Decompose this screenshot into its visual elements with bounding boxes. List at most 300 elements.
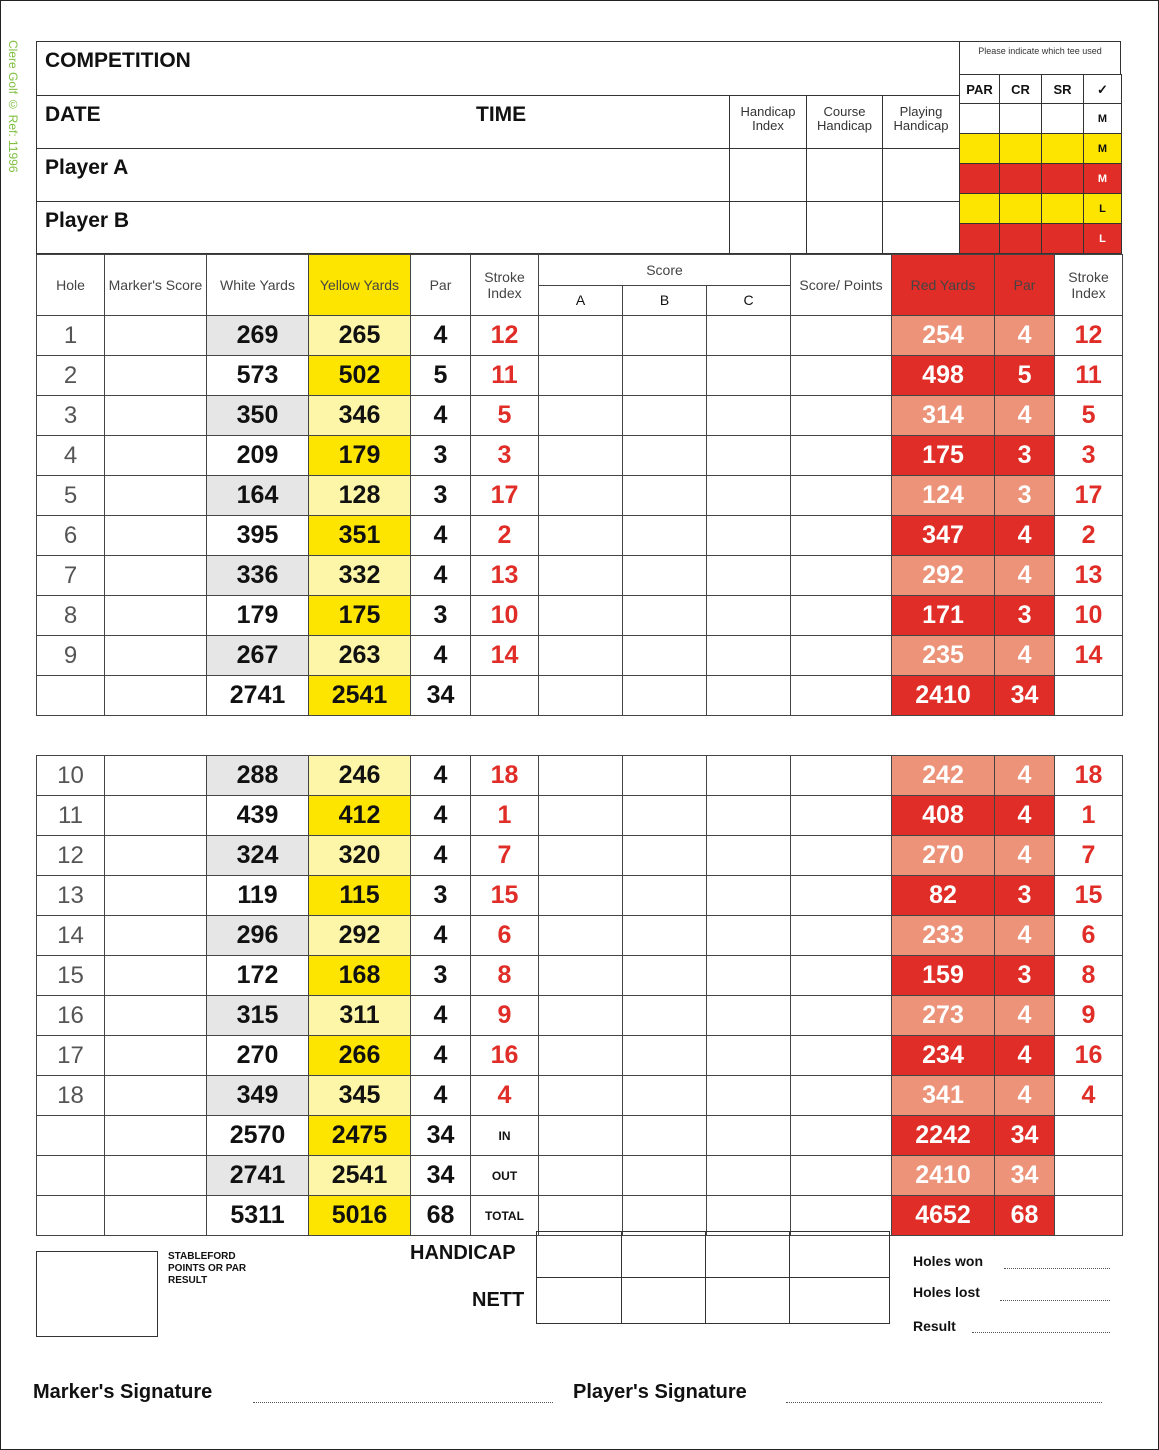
player-b-playing-handicap[interactable]	[882, 201, 960, 254]
player-b-course-handicap[interactable]	[806, 201, 883, 254]
total-row	[37, 1116, 1123, 1156]
holes-lost-field[interactable]	[1000, 1288, 1110, 1301]
score-a[interactable]	[539, 1036, 623, 1076]
score-points[interactable]	[791, 636, 892, 676]
col-yellow-header: Yellow Yards	[309, 255, 411, 316]
tee-checkbox[interactable]	[999, 163, 1042, 194]
red-yards: 175	[892, 436, 995, 476]
score-points[interactable]	[791, 756, 892, 796]
red-par: 4	[995, 636, 1055, 676]
scorecard-header	[36, 41, 1121, 254]
yellow-yards: 311	[309, 996, 411, 1036]
white-yards: 439	[207, 796, 309, 836]
white-yards: 172	[207, 956, 309, 996]
red-yards: 235	[892, 636, 995, 676]
player-b-label: Player B	[45, 209, 130, 232]
score-a[interactable]	[539, 996, 623, 1036]
yellow-yards: 263	[309, 636, 411, 676]
red-total: 4652	[892, 1196, 995, 1236]
marker-score[interactable]	[105, 756, 207, 796]
yellow-total: 2475	[309, 1116, 411, 1156]
nett-label: NETT	[472, 1289, 525, 1311]
red-par: 4	[995, 316, 1055, 356]
holes-won-label: Holes won	[913, 1253, 984, 1269]
hole-row	[37, 316, 1123, 356]
yellow-yards: 345	[309, 1076, 411, 1116]
marker-signature-field[interactable]	[253, 1390, 553, 1403]
red-par: 4	[995, 1076, 1055, 1116]
score-b[interactable]	[623, 1156, 707, 1196]
par: 3	[411, 956, 471, 996]
hole-number: 3	[37, 396, 105, 436]
total-row	[37, 1196, 1123, 1236]
score-c[interactable]	[707, 396, 791, 436]
red-yards: 408	[892, 796, 995, 836]
score-c[interactable]	[707, 836, 791, 876]
par: 4	[411, 1036, 471, 1076]
score-c[interactable]	[707, 956, 791, 996]
score-points[interactable]	[791, 1036, 892, 1076]
score-a[interactable]	[539, 1156, 623, 1196]
marker-score[interactable]	[105, 396, 207, 436]
score-a[interactable]	[539, 316, 623, 356]
total-label: IN	[471, 1116, 539, 1156]
date-time-field[interactable]	[36, 95, 730, 149]
red-stroke-index: 16	[1055, 1036, 1123, 1076]
col-score-b-header: B	[623, 285, 707, 316]
score-points[interactable]	[791, 356, 892, 396]
score-points[interactable]	[791, 1196, 892, 1236]
score-points[interactable]	[791, 316, 892, 356]
marker-score[interactable]	[105, 676, 207, 716]
tee-checkbox[interactable]	[999, 223, 1042, 254]
player-b-field[interactable]	[36, 201, 730, 254]
red-total: 2410	[892, 676, 995, 716]
marker-score[interactable]	[105, 516, 207, 556]
red-stroke-index	[1055, 1196, 1123, 1236]
par: 4	[411, 636, 471, 676]
score-points[interactable]	[791, 836, 892, 876]
score-c[interactable]	[707, 996, 791, 1036]
hole-row	[37, 436, 1123, 476]
score-b[interactable]	[623, 476, 707, 516]
hole-number	[37, 676, 105, 716]
player-a-handicap-index[interactable]	[729, 148, 807, 202]
score-a[interactable]	[539, 836, 623, 876]
hole-number: 5	[37, 476, 105, 516]
score-points[interactable]	[791, 1156, 892, 1196]
score-a[interactable]	[539, 356, 623, 396]
score-points[interactable]	[791, 476, 892, 516]
red-par: 4	[995, 996, 1055, 1036]
yellow-yards: 332	[309, 556, 411, 596]
red-yards: 273	[892, 996, 995, 1036]
score-b[interactable]	[623, 956, 707, 996]
tee-checkbox[interactable]	[1041, 133, 1084, 164]
tee-checkbox[interactable]	[999, 193, 1042, 224]
stroke-index: 17	[471, 476, 539, 516]
nett-a[interactable]	[536, 1277, 622, 1324]
par: 4	[411, 836, 471, 876]
red-par: 3	[995, 596, 1055, 636]
marker-score[interactable]	[105, 1036, 207, 1076]
col-score-a-header: A	[539, 285, 623, 316]
marker-score[interactable]	[105, 1196, 207, 1236]
score-points[interactable]	[791, 1076, 892, 1116]
score-c[interactable]	[707, 596, 791, 636]
front-total-row	[37, 676, 1123, 716]
red-stroke-index: 3	[1055, 436, 1123, 476]
red-stroke-index: 2	[1055, 516, 1123, 556]
stroke-index: 9	[471, 996, 539, 1036]
par: 4	[411, 396, 471, 436]
total-label: TOTAL	[471, 1196, 539, 1236]
white-total: 2741	[207, 1156, 309, 1196]
red-yards: 254	[892, 316, 995, 356]
tee-checkbox[interactable]	[1041, 193, 1084, 224]
score-a[interactable]	[539, 876, 623, 916]
par: 4	[411, 316, 471, 356]
score-c[interactable]	[707, 516, 791, 556]
handicap-a[interactable]	[536, 1231, 622, 1278]
tee-row-label: M	[1083, 133, 1122, 164]
score-b[interactable]	[623, 316, 707, 356]
tee-checkbox[interactable]	[999, 103, 1042, 134]
handicap-label: HANDICAP	[410, 1242, 516, 1264]
score-a[interactable]	[539, 596, 623, 636]
col-hole-header: Hole	[37, 255, 105, 316]
hole-number: 4	[37, 436, 105, 476]
result-label: Result	[913, 1318, 956, 1334]
score-b[interactable]	[623, 916, 707, 956]
red-par: 4	[995, 836, 1055, 876]
white-yards: 324	[207, 836, 309, 876]
red-stroke-index	[1055, 1116, 1123, 1156]
score-a[interactable]	[539, 956, 623, 996]
red-stroke-index	[1055, 676, 1123, 716]
score-points[interactable]	[791, 796, 892, 836]
stroke-index: 8	[471, 956, 539, 996]
player-signature-field[interactable]	[786, 1390, 1102, 1403]
hole-number: 17	[37, 1036, 105, 1076]
hole-number: 12	[37, 836, 105, 876]
score-points[interactable]	[791, 396, 892, 436]
stableford-result-box[interactable]	[36, 1251, 158, 1337]
col-par-header: Par	[411, 255, 471, 316]
tee-checkbox[interactable]	[959, 223, 1000, 254]
red-stroke-index: 1	[1055, 796, 1123, 836]
par: 4	[411, 796, 471, 836]
par: 4	[411, 996, 471, 1036]
red-stroke-index: 15	[1055, 876, 1123, 916]
hole-number: 18	[37, 1076, 105, 1116]
player-a-field[interactable]	[36, 148, 730, 202]
result-field[interactable]	[972, 1320, 1110, 1333]
red-yards: 242	[892, 756, 995, 796]
score-a[interactable]	[539, 796, 623, 836]
marker-score[interactable]	[105, 956, 207, 996]
marker-score[interactable]	[105, 636, 207, 676]
tee-checkbox[interactable]	[959, 193, 1000, 224]
marker-score[interactable]	[105, 556, 207, 596]
tee-checkbox[interactable]	[959, 133, 1000, 164]
tee-checkbox[interactable]	[1041, 103, 1084, 134]
score-b[interactable]	[623, 996, 707, 1036]
red-stroke-index: 14	[1055, 636, 1123, 676]
stroke-index: 3	[471, 436, 539, 476]
tee-checkbox[interactable]	[999, 133, 1042, 164]
score-c[interactable]	[707, 476, 791, 516]
score-points[interactable]	[791, 436, 892, 476]
nett-b[interactable]	[621, 1277, 706, 1324]
hole-number: 9	[37, 636, 105, 676]
front-nine-table	[36, 254, 1123, 716]
score-a[interactable]	[539, 1116, 623, 1156]
red-stroke-index: 5	[1055, 396, 1123, 436]
hole-row	[37, 916, 1123, 956]
score-c[interactable]	[707, 1076, 791, 1116]
hole-number: 15	[37, 956, 105, 996]
yellow-yards: 346	[309, 396, 411, 436]
marker-score[interactable]	[105, 356, 207, 396]
yellow-yards: 320	[309, 836, 411, 876]
hole-row	[37, 996, 1123, 1036]
score-b[interactable]	[623, 556, 707, 596]
red-stroke-index: 11	[1055, 356, 1123, 396]
white-total: 2741	[207, 676, 309, 716]
hole-row	[37, 356, 1123, 396]
marker-score[interactable]	[105, 996, 207, 1036]
red-par: 4	[995, 796, 1055, 836]
red-yards: 159	[892, 956, 995, 996]
competition-label: COMPETITION	[45, 49, 191, 72]
stroke-index: 13	[471, 556, 539, 596]
score-a[interactable]	[539, 1196, 623, 1236]
score-b[interactable]	[623, 436, 707, 476]
white-total: 2570	[207, 1116, 309, 1156]
score-c[interactable]	[707, 676, 791, 716]
yellow-total: 2541	[309, 1156, 411, 1196]
score-b[interactable]	[623, 1196, 707, 1236]
marker-score[interactable]	[105, 596, 207, 636]
tee-checkbox[interactable]	[959, 163, 1000, 194]
hole-number: 11	[37, 796, 105, 836]
score-c[interactable]	[707, 556, 791, 596]
red-par-total: 68	[995, 1196, 1055, 1236]
score-a[interactable]	[539, 516, 623, 556]
tee-note: Please indicate which tee used	[959, 41, 1121, 75]
red-par: 4	[995, 1036, 1055, 1076]
hole-number: 6	[37, 516, 105, 556]
player-signature-label: Player's Signature	[573, 1381, 747, 1403]
red-stroke-index: 6	[1055, 916, 1123, 956]
red-yards: 270	[892, 836, 995, 876]
marker-score[interactable]	[105, 476, 207, 516]
holes-won-field[interactable]	[1004, 1256, 1110, 1269]
red-yards: 124	[892, 476, 995, 516]
white-total: 5311	[207, 1196, 309, 1236]
score-a[interactable]	[539, 476, 623, 516]
nett-c[interactable]	[705, 1277, 790, 1324]
score-a[interactable]	[539, 436, 623, 476]
white-yards: 315	[207, 996, 309, 1036]
score-b[interactable]	[623, 636, 707, 676]
player-a-playing-handicap[interactable]	[882, 148, 960, 202]
red-yards: 498	[892, 356, 995, 396]
score-a[interactable]	[539, 1076, 623, 1116]
marker-score[interactable]	[105, 876, 207, 916]
white-yards: 349	[207, 1076, 309, 1116]
stroke-index: 4	[471, 1076, 539, 1116]
par: 5	[411, 356, 471, 396]
score-c[interactable]	[707, 876, 791, 916]
total-row	[37, 1156, 1123, 1196]
score-b[interactable]	[623, 516, 707, 556]
marker-score[interactable]	[105, 916, 207, 956]
score-points[interactable]	[791, 1116, 892, 1156]
hole-row	[37, 556, 1123, 596]
hole-row	[37, 516, 1123, 556]
par: 3	[411, 436, 471, 476]
marker-score[interactable]	[105, 1116, 207, 1156]
score-points[interactable]	[791, 556, 892, 596]
marker-score[interactable]	[105, 436, 207, 476]
score-c[interactable]	[707, 356, 791, 396]
score-c[interactable]	[707, 756, 791, 796]
hole-number: 10	[37, 756, 105, 796]
white-yards: 267	[207, 636, 309, 676]
score-a[interactable]	[539, 916, 623, 956]
red-par: 3	[995, 476, 1055, 516]
score-a[interactable]	[539, 756, 623, 796]
score-a[interactable]	[539, 396, 623, 436]
marker-score[interactable]	[105, 1076, 207, 1116]
score-c[interactable]	[707, 1196, 791, 1236]
red-total: 2410	[892, 1156, 995, 1196]
red-par: 3	[995, 436, 1055, 476]
score-points[interactable]	[791, 916, 892, 956]
score-b[interactable]	[623, 1076, 707, 1116]
score-b[interactable]	[623, 836, 707, 876]
hole-number	[37, 1116, 105, 1156]
red-par: 4	[995, 916, 1055, 956]
player-a-label: Player A	[45, 156, 129, 179]
par: 4	[411, 916, 471, 956]
hole-row	[37, 1076, 1123, 1116]
score-points[interactable]	[791, 876, 892, 916]
red-yards: 314	[892, 396, 995, 436]
score-a[interactable]	[539, 676, 623, 716]
player-a-course-handicap[interactable]	[806, 148, 883, 202]
handicap-b[interactable]	[621, 1231, 706, 1278]
score-a[interactable]	[539, 636, 623, 676]
red-yards: 292	[892, 556, 995, 596]
white-yards: 209	[207, 436, 309, 476]
score-b[interactable]	[623, 356, 707, 396]
score-b[interactable]	[623, 1036, 707, 1076]
score-points[interactable]	[791, 956, 892, 996]
player-b-handicap-index[interactable]	[729, 201, 807, 254]
score-c[interactable]	[707, 316, 791, 356]
red-stroke-index: 7	[1055, 836, 1123, 876]
score-c[interactable]	[707, 796, 791, 836]
hole-row	[37, 876, 1123, 916]
score-points[interactable]	[791, 516, 892, 556]
red-par: 4	[995, 396, 1055, 436]
score-points[interactable]	[791, 676, 892, 716]
marker-score[interactable]	[105, 1156, 207, 1196]
hole-number: 8	[37, 596, 105, 636]
white-yards: 179	[207, 596, 309, 636]
hole-number: 16	[37, 996, 105, 1036]
score-b[interactable]	[623, 876, 707, 916]
score-c[interactable]	[707, 636, 791, 676]
white-yards: 336	[207, 556, 309, 596]
tee-checkbox[interactable]	[959, 103, 1000, 134]
score-b[interactable]	[623, 676, 707, 716]
yellow-yards: 412	[309, 796, 411, 836]
marker-signature-label: Marker's Signature	[33, 1381, 213, 1403]
score-points[interactable]	[791, 596, 892, 636]
red-par: 4	[995, 556, 1055, 596]
score-c[interactable]	[707, 436, 791, 476]
red-par-total: 34	[995, 1116, 1055, 1156]
marker-score[interactable]	[105, 316, 207, 356]
side-reference: Clere Golf © Ref: 11996	[6, 40, 20, 173]
par-total: 34	[411, 1116, 471, 1156]
score-c[interactable]	[707, 916, 791, 956]
handicap-points[interactable]	[789, 1231, 890, 1278]
red-par-total: 34	[995, 1156, 1055, 1196]
col-red-par-header: Par	[995, 255, 1055, 316]
stroke-index: 15	[471, 876, 539, 916]
score-c[interactable]	[707, 1116, 791, 1156]
col-stroke-header: Stroke Index	[471, 255, 539, 316]
score-c[interactable]	[707, 1156, 791, 1196]
red-yards: 347	[892, 516, 995, 556]
hole-row	[37, 396, 1123, 436]
red-par-total: 34	[995, 676, 1055, 716]
back-nine-table	[36, 755, 1123, 1236]
score-a[interactable]	[539, 556, 623, 596]
nett-points[interactable]	[789, 1277, 890, 1324]
score-b[interactable]	[623, 596, 707, 636]
score-c[interactable]	[707, 1036, 791, 1076]
handicap-c[interactable]	[705, 1231, 790, 1278]
stroke-index: 6	[471, 916, 539, 956]
tee-checkbox[interactable]	[1041, 163, 1084, 194]
hole-row	[37, 476, 1123, 516]
col-red-stroke-header: Stroke Index	[1055, 255, 1123, 316]
score-b[interactable]	[623, 1116, 707, 1156]
score-b[interactable]	[623, 756, 707, 796]
marker-score[interactable]	[105, 796, 207, 836]
score-b[interactable]	[623, 396, 707, 436]
stroke-index: 16	[471, 1036, 539, 1076]
red-stroke-index: 18	[1055, 756, 1123, 796]
yellow-yards: 168	[309, 956, 411, 996]
score-points[interactable]	[791, 996, 892, 1036]
hole-row	[37, 636, 1123, 676]
score-b[interactable]	[623, 796, 707, 836]
marker-score[interactable]	[105, 836, 207, 876]
date-label: DATE	[45, 103, 101, 126]
yellow-yards: 292	[309, 916, 411, 956]
tee-row-label: L	[1083, 193, 1122, 224]
yellow-yards: 246	[309, 756, 411, 796]
tee-checkbox[interactable]	[1041, 223, 1084, 254]
course-handicap-header: Course Handicap	[806, 95, 883, 149]
